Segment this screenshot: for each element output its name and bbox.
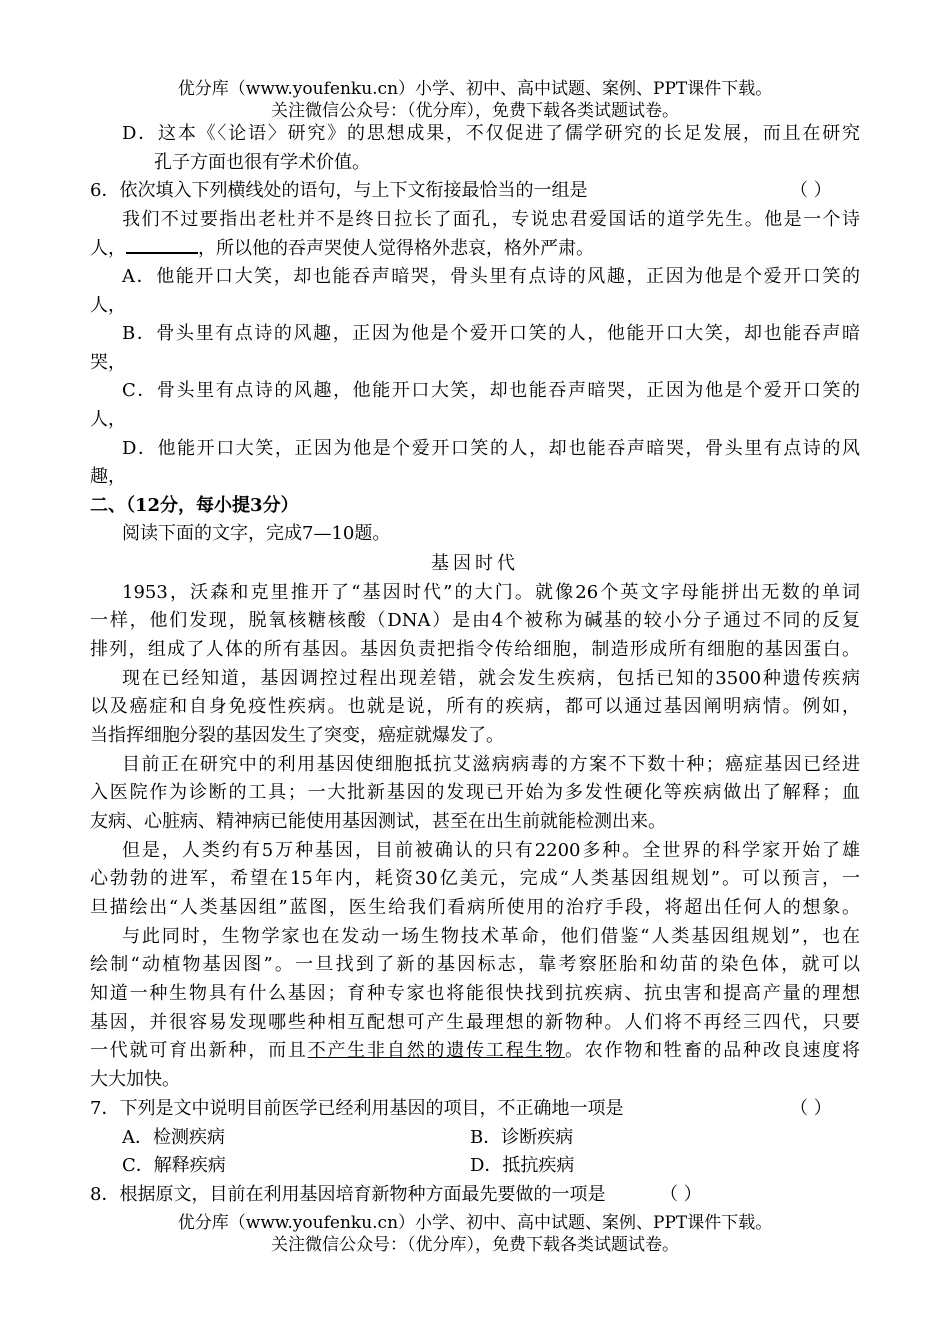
article-p5-line-2: 绘制“动植物基因图”。一旦找到了新的基因标志，靠考察胚胎和幼苗的染色体，就可以 [90,954,860,975]
q6-option-b-line-2: 哭， [90,352,126,373]
article-p3-line-1: 目前正在研究中的利用基因使细胞抵抗艾滋病病毒的方案不下数十种；癌症基因已经进 [122,754,860,775]
header-line-1: 优分库（www.youfenku.cn）小学、初中、高中试题、案例、PPT课件下载。 [177,79,773,99]
article-p3-line-3: 友病、心脏病、精神病已能使用基因测试，甚至在出生前就能检测出来。 [90,811,666,832]
q7-stem: 7．下列是文中说明目前医学已经利用基因的项目，不正确地一项是 [90,1098,624,1119]
q7-option-b: B．诊断疾病 [470,1127,574,1148]
article-p4-line-1: 但是，人类约有5万种基因，目前被确认的只有2200多种。全世界的科学家开始了雄 [122,840,860,861]
q6-stem: 6．依次填入下列横线处的语句，与上下文衔接最恰当的一组是 [90,180,588,201]
q6-answer-paren: （ ） [790,180,832,201]
q6-option-b-line-1: B．骨头里有点诗的风趣，正因为他是个爱开口笑的人，他能开口大笑，却也能吞声暗 [122,323,860,344]
q6-option-a-line-2: 人， [90,295,126,316]
article-p5-line-5-start: 一代就可育出新种，而且 [90,1040,308,1061]
q6-option-c-line-2: 人， [90,409,126,430]
q6-option-a-line-1: A．他能开口大笑，却也能吞声暗哭，骨头里有点诗的风趣，正因为他是个爱开口笑的 [122,266,860,287]
q5-option-d-line-1: D．这本《〈论语〉研究》的思想成果，不仅促进了儒学研究的长足发展，而且在研究 [122,123,860,144]
q8-stem: 8．根据原文，目前在利用基因培育新物种方面最先要做的一项是 [90,1184,606,1205]
article-p5-line-1: 与此同时，生物学家也在发动一场生物技术革命，他们借鉴“人类基因组规划”，也在 [122,926,860,947]
article-p5-line-5 [90,1037,860,1065]
section-2-heading: 二、（12分，每小提3分） [90,495,299,516]
footer-line-1: 优分库（www.youfenku.cn）小学、初中、高中试题、案例、PPT课件下载。 [177,1213,773,1233]
article-p4-line-3: 旦描绘出“人类基因组”蓝图，医生给我们看病所使用的治疗手段，将超出任何人的想象。 [90,897,860,918]
q8-answer-paren: （ ） [660,1184,702,1205]
q6-passage-line-2 [90,234,860,263]
fill-blank [126,234,198,254]
q6-option-c-line-1: C．骨头里有点诗的风趣，他能开口大笑，却也能吞声暗哭，正因为他是个爱开口笑的 [122,380,860,401]
q6-passage-line-1: 我们不过要指出老杜并不是终日拉长了面孔，专说忠君爱国话的道学先生。他是一个诗 [122,209,860,230]
section-2-instruction: 阅读下面的文字，完成7—10题。 [122,523,391,544]
article-p5-line-5-end: 。农作物和牲畜的品种改良速度将 [564,1040,861,1061]
q6-option-d-line-1: D．他能开口大笑，正因为他是个爱开口笑的人，却也能吞声暗哭，骨头里有点诗的风 [122,438,860,459]
article-p2-line-2: 以及癌症和自身免疫性疾病。也就是说，所有的疾病，都可以通过基因阐明病情。例如， [90,696,860,717]
underlined-phrase: 不产生非自然的遗传工程生物 [307,1040,565,1061]
footer-line-2: 关注微信公众号：（优分库），免费下载各类试题试卷。 [271,1235,679,1255]
q7-answer-paren: （ ） [790,1098,832,1119]
article-p1-line-2: 一样，他们发现，脱氧核糖核酸（DNA）是由4个被称为碱基的较小分子通过不同的反复 [90,610,860,631]
article-p1-line-1: 1953，沃森和克里推开了“基因时代”的大门。就像26个英文字母能拼出无数的单词 [122,582,860,603]
q5-option-d-line-2: 孔子方面也很有学术价值。 [154,152,370,173]
article-p2-line-1: 现在已经知道，基因调控过程出现差错，就会发生疾病，包括已知的3500种遗传疾病 [122,668,860,689]
q6-passage-line-2-start: 人， [90,238,126,259]
article-title: 基因时代 [431,553,519,574]
article-p5-line-4: 基因，并很容易发现哪些种相互配想可产生最理想的新物种。人们将不再经三四代，只要 [90,1012,860,1033]
article-p4-line-2: 心勃勃的进军，希望在15年内，耗资30亿美元，完成“人类基因组规划”。可以预言，一 [90,868,860,889]
article-p5-line-6: 大大加快。 [90,1069,180,1090]
header-line-2: 关注微信公众号：（优分库），免费下载各类试题试卷。 [271,101,679,121]
article-p1-line-3: 排列，组成了人体的所有基因。基因负责把指令传给细胞，制造形成所有细胞的基因蛋白。 [90,639,860,660]
q7-option-c: C．解释疾病 [122,1155,226,1176]
q7-option-a: A．检测疾病 [122,1127,225,1148]
article-p2-line-3: 当指挥细胞分裂的基因发生了突变，癌症就爆发了。 [90,725,504,746]
article-p3-line-2: 入医院作为诊断的工具；一大批新基因的发现已开始为多发性硬化等疾病做出了解释；血 [90,782,860,803]
article-p5-line-3: 知道一种生物具有什么基因；育种专家也将能很快找到抗疾病、抗虫害和提高产量的理想 [90,983,860,1004]
q7-option-d: D．抵抗疾病 [470,1155,575,1176]
q6-option-d-line-2: 趣， [90,466,126,487]
q6-passage-line-2-end: ，所以他的吞声哭使人觉得格外悲哀，格外严肃。 [198,238,594,259]
